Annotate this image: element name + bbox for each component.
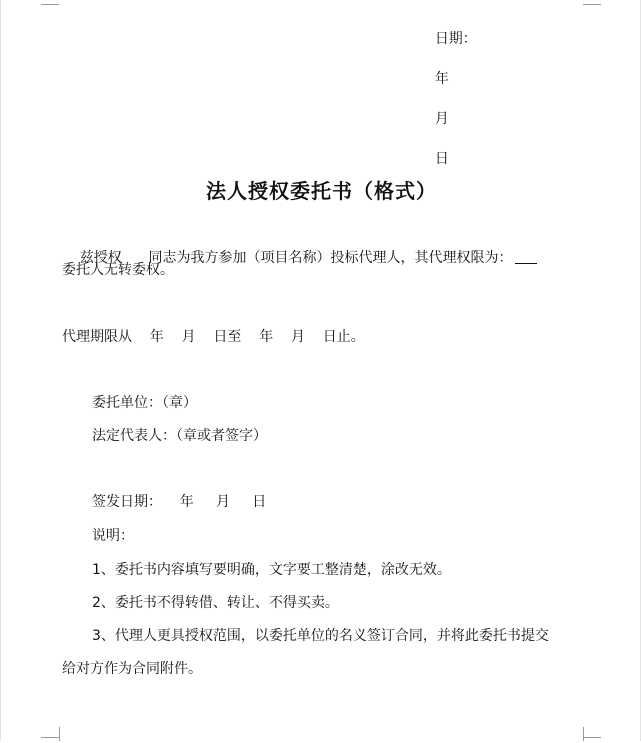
authorization-text: 兹授权 同志为我方参加（项目名称）投标代理人，其代理权限为： — [79, 250, 513, 266]
note-item-3: 3、代理人更具授权范围，以委托单位的名义签订合同，并将此委托书提交 — [92, 628, 549, 644]
date-day: 日 — [434, 151, 449, 167]
term-line: 代理期限从 年 月 日至 年 月 日止。 — [62, 329, 365, 345]
note-item-2: 2、委托书不得转借、转让、不得买卖。 — [92, 595, 339, 611]
no-subdelegation-line: 委托人无转委权。 — [62, 262, 174, 278]
note-item-3-continued: 给对方作为合同附件。 — [62, 661, 202, 677]
date-year: 年 — [434, 71, 449, 87]
document-title: 法人授权委托书（格式） — [206, 179, 437, 203]
legal-representative-line: 法定代表人：（章或者签字） — [92, 428, 267, 444]
crop-mark-top-left — [41, 4, 59, 5]
crop-mark-bottom-right-v — [583, 727, 584, 741]
crop-mark-top-right — [583, 4, 601, 5]
crop-mark-bottom-left-v — [59, 727, 60, 741]
entrusting-unit-line: 委托单位：（章） — [92, 395, 197, 411]
crop-mark-bottom-right — [583, 737, 601, 738]
issue-date-line: 签发日期： 年 月 日 — [92, 494, 267, 510]
fill-in-blank — [515, 249, 537, 264]
date-label: 日期： — [434, 31, 477, 47]
notes-heading: 说明： — [92, 528, 134, 544]
note-item-1: 1、委托书内容填写要明确，文字要工整清楚，涂改无效。 — [92, 562, 451, 578]
date-month: 月 — [434, 111, 449, 127]
crop-mark-bottom-left — [41, 737, 59, 738]
header-date — [417, 9, 477, 189]
